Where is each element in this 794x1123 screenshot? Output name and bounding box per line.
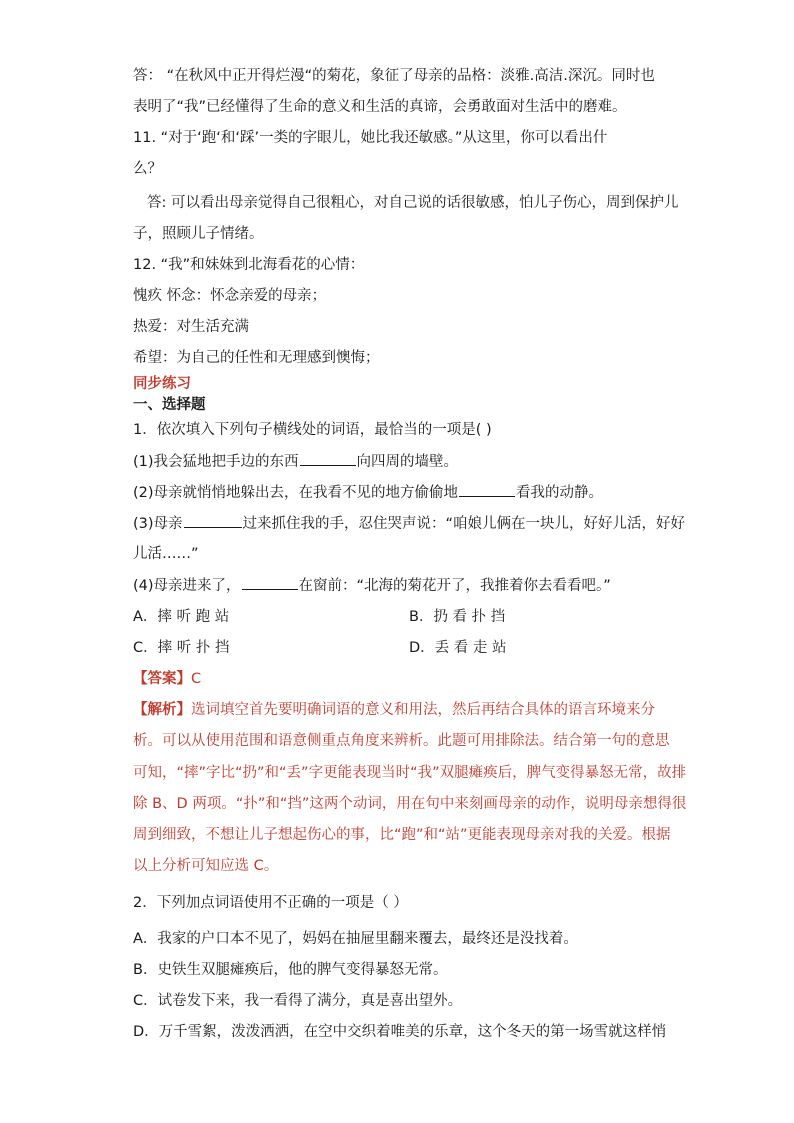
answer-tag: 【答案】	[133, 671, 191, 687]
sentence-1	[133, 451, 663, 472]
fill-blank	[184, 513, 242, 528]
sentence-3	[133, 513, 686, 534]
sentence-text: (2)母亲就悄悄地躲出去，在我看不见的地方偷偷地	[133, 485, 459, 501]
sentence-text: (4)母亲进来了，	[133, 578, 241, 594]
analysis-line: 可知，“摔”字比“扔”和“丢”字更能表现当时“我”双腿瘫痪后，脾气变得暴怒无常，故排	[133, 765, 687, 781]
sentence-text: 过来抓住我的手，忍住哭声说：“咱娘儿俩在一块儿，好好儿活，好好	[242, 516, 686, 532]
option-b: B．史铁生双腿瘫痪后，他的脾气变得暴怒无常。	[133, 962, 448, 978]
answer-line	[133, 669, 663, 689]
text-line: 热爱：对生活充满	[133, 319, 249, 335]
option-c: C．摔 听 扑 挡	[133, 640, 230, 656]
option-c: C．试卷发下来，我一看得了满分，真是喜出望外。	[133, 993, 463, 1009]
sentence-text: (1)我会猛地把手边的东西	[133, 454, 299, 470]
analysis-line	[133, 700, 663, 720]
sentence-3-cont: 儿活……”	[133, 546, 199, 562]
sentence-text: 看我的动静。	[516, 485, 604, 501]
option-a: A．摔 听 跑 站	[133, 609, 230, 625]
answer-11: 答: 可以看出母亲觉得自己很粗心，对自己说的话很敏感，怕儿子伤心，周到保护儿	[147, 195, 679, 211]
option-b: B．扔 看 扑 挡	[409, 609, 506, 625]
question-11: 11. “对于‘跑‘和‘踩’一类的字眼儿，她比我还敏感。”从这里，你可以看出什	[133, 130, 608, 146]
question-2-stem: 2．下列加点词语使用不正确的一项是（ ）	[133, 895, 408, 911]
question-12: 12. “我”和妹妹到北海看花的心情：	[133, 257, 365, 273]
option-d: D．万千雪絮，泼泼洒洒，在空中交织着唯美的乐章，这个冬天的第一场雪就这样悄	[133, 1024, 667, 1040]
sentence-text: (3)母亲	[133, 516, 183, 532]
analysis-line: 以上分析可知应选 C。	[133, 858, 279, 874]
sentence-2	[133, 482, 663, 503]
text-line: 愧疚 怀念：怀念亲爱的母亲；	[133, 288, 327, 304]
fill-blank	[242, 575, 298, 590]
option-d: D．丢 看 走 站	[409, 640, 507, 656]
option-a: A．我家的户口本不见了，妈妈在抽屉里翻来覆去，最终还是没找着。	[133, 931, 578, 947]
text-line: 希望：为自己的任性和无理感到懊悔；	[133, 350, 380, 366]
fill-blank	[300, 451, 356, 466]
fill-blank	[459, 482, 515, 497]
analysis-tag: 【解析】	[133, 702, 191, 718]
section-subtitle: 一、选择题	[133, 397, 206, 413]
sentence-text: 向四周的墙壁。	[356, 454, 459, 470]
answer-value: C	[191, 671, 202, 687]
text-line: 么？	[133, 161, 162, 177]
text-line: 子，照顾儿子情绪。	[133, 226, 264, 242]
analysis-line: 析。可以从使用范围和语意侧重点角度来辨析。此题可用排除法。结合第一句的意思	[133, 733, 670, 749]
sentence-4	[133, 575, 663, 596]
section-title: 同步练习	[133, 376, 191, 392]
question-1-stem: 1．依次填入下列句子横线处的词语，最恰当的一项是( )	[133, 422, 492, 438]
sentence-text: 在窗前：“北海的菊花开了，我推着你去看看吧。”	[298, 578, 611, 594]
analysis-line: 除 B、D 两项。“扑”和“挡”这两个动词，用在句中来刻画母亲的动作，说明母亲想得很	[133, 796, 687, 812]
analysis-line: 周到细致，不想让儿子想起伤心的事，比“跑”和“站”更能表现母亲对我的关爱。根据	[133, 827, 671, 843]
analysis-text: 选词填空首先要明确词语的意义和用法，然后再结合具体的语言环境来分	[191, 702, 655, 718]
text-line: 答： “在秋风中正开得烂漫“的菊花，象征了母亲的品格：淡雅.高洁.深沉。同时也	[133, 68, 655, 84]
text-line: 表明了“我”已经懂得了生命的意义和生活的真谛，会勇敢面对生活中的磨难。	[133, 99, 627, 115]
